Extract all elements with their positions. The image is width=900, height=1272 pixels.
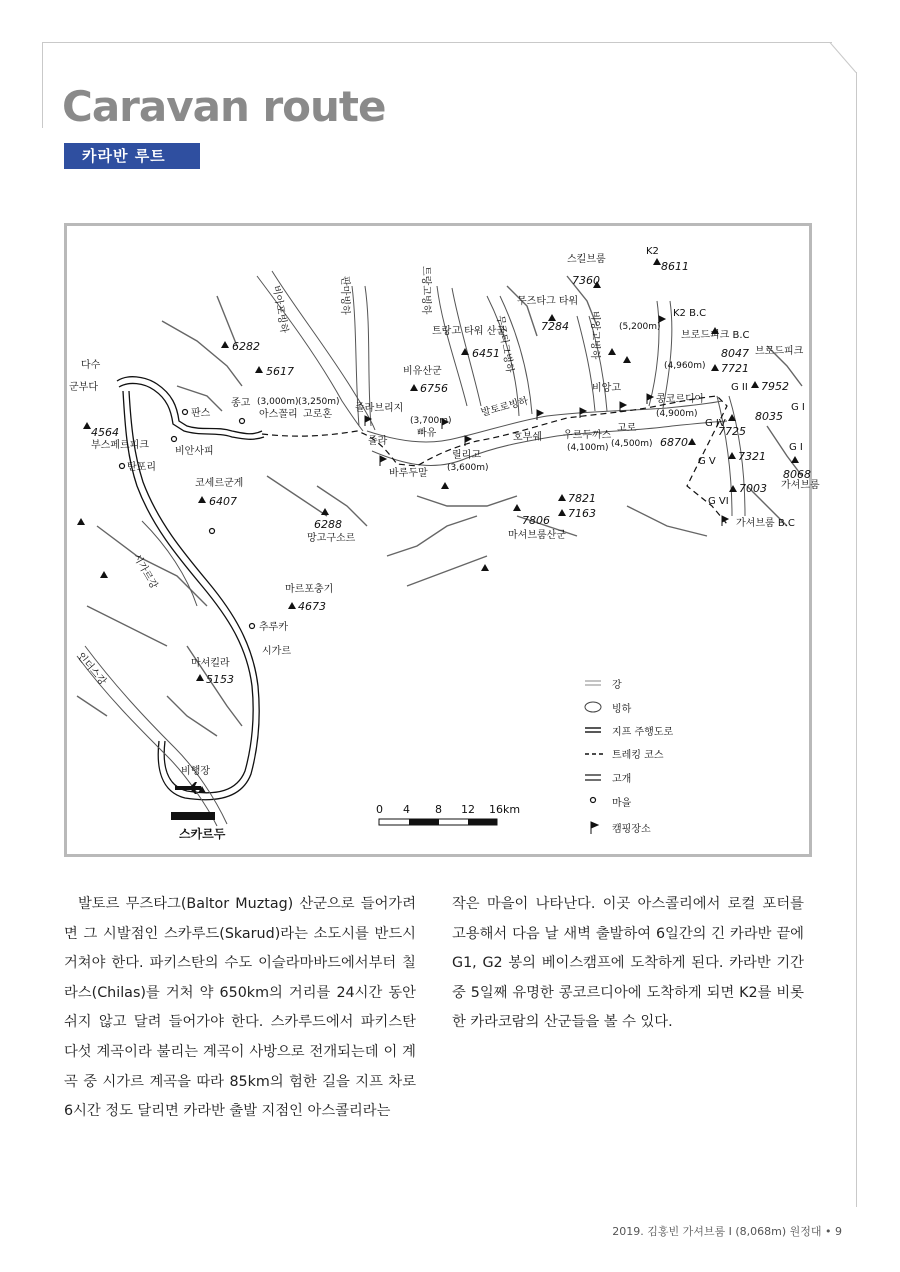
campsite-horbushe <box>537 410 543 420</box>
peak-k2-name: K2 <box>646 246 659 257</box>
peak-6288-name: 망고구소르 <box>307 533 356 544</box>
label-urdukas: 우르두까스 <box>563 430 612 441</box>
legend-pass <box>585 772 631 785</box>
peak-7163-elevation: 7163 <box>568 507 596 520</box>
peak-8035-elevation: 8035 <box>755 410 783 423</box>
legend-river <box>585 678 622 691</box>
label-busperpik: 부스페르피크 <box>91 440 149 451</box>
label-broad-peak: 브로드피크 <box>755 346 804 357</box>
label-k2-bc: K2 B.C <box>673 308 707 319</box>
label-baru-dumal: 바루두말 <box>389 468 428 479</box>
peak-extra-marker-1 <box>77 518 85 525</box>
legend-glacier-label: 빙하 <box>612 704 632 715</box>
label-indus-river: 인더스강 <box>74 650 108 688</box>
peak-6407-name: 코세르군게 <box>195 478 244 489</box>
body-text-left: 발토르 무즈타그(Baltor Muztag) 산군으로 들어가려면 그 시발점인 스카루드(Skarud)라는 소도시를 반드시 거쳐야 한다. 파키스탄의 수도 이슬라마바드에서부터 칠라스(Chilas)를 거처 약 650km의 거리를 24시간 동안 쉬지 않고 달려 들어가야 한다. 스카루드에서 파키스탄 다섯 계곡이라 불리는 계곡이 사방으로 전개되는데 이 계곡 중 시가르 계곡을 따라 85km의 험한 길을 지프 차로 6시간 정도 달리면 카라반 출발 지점인 아스콜리라는 <box>64 896 416 1120</box>
peak-6407-marker <box>198 496 206 503</box>
peak-biyu-name: 비유산군 <box>403 366 442 377</box>
body-text-right: 작은 마을이 나타난다. 이곳 아스콜리에서 로컬 포터를 고용해서 다음 날 새벽 출발하여 6일간의 긴 카라반 끝에 G1, G2 봉의 베이스캠프에 도착하게 된다. 카라반 기간 중 5일째 유명한 콩코르디아에 도착하게 되면 K2를 비롯한 카라코람의 산군들을 볼 수 있다. <box>452 896 804 1031</box>
peak-trango-elevation: 6451 <box>472 347 500 360</box>
legend-trekking-label: 트레킹 코스 <box>612 750 664 761</box>
peak-4673-name: 마르포충기 <box>285 584 334 595</box>
page-title: Caravan route <box>62 82 386 131</box>
label-liligo: 릴리고 <box>452 450 481 461</box>
legend-river-label: 강 <box>612 680 622 691</box>
peak-4673-elevation: 4673 <box>298 600 326 613</box>
page-frame-top <box>42 42 832 43</box>
peak-7003-elevation: 7003 <box>739 482 767 495</box>
label-g1b: G I <box>789 442 803 453</box>
peak-muztag-tower-elevation: 7284 <box>541 320 569 333</box>
peak-biyu-elevation: 6756 <box>420 382 448 395</box>
peak-trango-name: 트랑고 타워 산군 <box>432 326 506 337</box>
peak-6282-marker <box>221 341 229 348</box>
label-gasherbrum-bc: 가셔브룸 B.C <box>736 518 795 529</box>
peak-6407-elevation: 6407 <box>209 495 237 508</box>
peak-5153-name: 마셔킬라 <box>191 658 230 669</box>
legend-campsite-label: 캠핑장소 <box>612 824 651 835</box>
label-goro-hon: 고로혼 <box>303 409 332 420</box>
label-alt-4500: (4,500m) <box>611 439 653 449</box>
peak-8068-marker <box>791 456 799 463</box>
label-alt-4960: (4,960m) <box>664 361 706 371</box>
label-horbushe: 호부쉐 <box>513 432 542 443</box>
label-shigar: 시가르 <box>262 646 291 657</box>
scale-tick-4: 4 <box>403 803 410 816</box>
peak-7952-elevation: 7952 <box>761 380 789 393</box>
label-skardu: 스카르두 <box>179 827 226 841</box>
scale-bar <box>376 803 520 825</box>
peak-7725-elevation: 7725 <box>718 425 746 438</box>
legend-jeep-road-label: 지프 주행도로 <box>612 727 674 738</box>
label-biafo-glacier: 비아포빙하 <box>270 284 290 335</box>
label-askole: 아스꼴리 <box>259 409 298 420</box>
ridge-lines <box>74 276 802 736</box>
village-bianshapi <box>172 437 177 442</box>
label-payu: 빠유 <box>417 428 437 439</box>
skardu-town-bar <box>171 812 215 820</box>
label-bianshapi: 비안사피 <box>175 446 214 457</box>
legend-pass-label: 고개 <box>612 774 632 785</box>
peak-5617-elevation: 5617 <box>266 365 294 378</box>
peak-biyu-marker <box>410 384 418 391</box>
label-pansu: 판스 <box>191 408 211 419</box>
legend-glacier <box>585 702 632 715</box>
scale-tick-0: 0 <box>376 803 383 816</box>
village-tanpuri <box>120 464 125 469</box>
village-jongo <box>240 419 245 424</box>
peak-7003-marker <box>729 485 737 492</box>
peak-8068-elevation: 8068 <box>783 468 811 481</box>
label-alt-4900: (4,900m) <box>656 409 698 419</box>
peak-7721-elevation: 7721 <box>721 362 749 375</box>
label-alt-3250: (3,250m) <box>298 397 340 407</box>
legend-village <box>591 796 632 809</box>
page-frame-corner <box>830 42 860 74</box>
legend-village-label: 마을 <box>612 798 632 809</box>
peak-6282-elevation: 6282 <box>232 340 260 353</box>
peak-extra-marker-3 <box>441 482 449 489</box>
scale-tick-12: 12 <box>461 803 475 816</box>
peak-6288-elevation: 6288 <box>314 518 342 531</box>
map-legend <box>585 678 673 835</box>
peak-extra-marker-4 <box>481 564 489 571</box>
legend-trekking <box>585 748 664 761</box>
peak-7721-marker <box>711 364 719 371</box>
peak-k2-elevation: 8611 <box>661 260 689 273</box>
peak-7321-marker <box>728 452 736 459</box>
village-pansu <box>183 410 188 415</box>
label-tanpuri: 탄포리 <box>127 462 156 473</box>
label-alt-3600: (3,600m) <box>447 463 489 473</box>
label-g1: G I <box>791 402 805 413</box>
label-trango-glacier: 트랑고빙하 <box>420 266 431 315</box>
scale-tick-16: 16km <box>489 803 521 816</box>
label-alt-4100: (4,100m) <box>567 443 609 453</box>
peak-6870-elevation: 6870 <box>660 436 688 449</box>
peak-7821-marker <box>558 494 566 501</box>
peak-5153-marker <box>196 674 204 681</box>
label-shigar-river: 시가르강 <box>130 552 160 591</box>
peak-7821-elevation: 7821 <box>568 492 596 505</box>
label-gunbuda: 군부다 <box>69 382 98 393</box>
label-muztag-glacier: 무즈타그빙하 <box>494 314 515 374</box>
peak-7321-elevation: 7321 <box>738 450 766 463</box>
route-map <box>64 223 820 857</box>
legend-jeep-road <box>585 725 673 738</box>
label-airport: 비행장 <box>181 766 210 777</box>
peak-muztag-tower-name: 무즈타그 타워 <box>517 296 579 307</box>
peak-skil-brum-elevation: 7360 <box>572 274 600 287</box>
route-map-svg <box>67 226 820 854</box>
peak-4564-elevation: 4564 <box>91 426 119 439</box>
campsite-baru-dumal <box>380 456 386 466</box>
peak-trango-marker <box>461 348 469 355</box>
peak-extra-marker-6 <box>623 356 631 363</box>
label-g4: G IV <box>705 418 726 429</box>
label-jongo: 종고 <box>231 398 251 409</box>
peak-7952-marker <box>751 381 759 388</box>
label-panmah-glacier: 판마빙하 <box>339 276 350 315</box>
village-chuluka <box>250 624 255 629</box>
label-goro: 고로 <box>617 423 637 434</box>
peak-7806-elevation: 7806 <box>522 514 550 527</box>
peak-8047-elevation: 8047 <box>721 347 749 360</box>
page-frame-right <box>856 72 857 1207</box>
label-alt-3000: (3,000m) <box>257 397 299 407</box>
peak-8047-name: 브로드피크 B.C <box>681 330 750 341</box>
peak-5153-elevation: 5153 <box>206 673 234 686</box>
label-biango: 비앙고 <box>592 383 621 394</box>
peak-extra-marker-5 <box>608 348 616 355</box>
peak-7806-marker <box>513 504 521 511</box>
peak-5617-marker <box>255 366 263 373</box>
campsite-gasherbrum-bc <box>722 516 728 526</box>
section-badge: 카라반 루트 <box>64 143 200 169</box>
label-jola: 졸라 <box>368 436 388 447</box>
label-concordia: 콩코르디아 <box>656 394 705 405</box>
label-alt-3700: (3,700m) <box>410 416 452 426</box>
village-extra-1 <box>210 529 215 534</box>
peak-k2-marker <box>653 258 661 265</box>
scale-tick-8: 8 <box>435 803 442 816</box>
label-chuluka: 추루카 <box>259 622 288 633</box>
label-baltoro-glacier: 발토로빙하 <box>479 395 530 419</box>
label-gasherbrum: 가셔브룸 <box>781 480 820 491</box>
peak-extra-marker-2 <box>100 571 108 578</box>
label-alt-5200: (5,200m) <box>619 322 661 332</box>
peak-4673-marker <box>288 602 296 609</box>
label-dassu: 다수 <box>81 360 101 371</box>
label-g6: G VI <box>708 496 729 507</box>
peak-4564-marker <box>83 422 91 429</box>
page-footer: 2019. 김홍빈 가셔브룸 I (8,068m) 원정대 • 9 <box>612 1225 842 1238</box>
peak-7806-name: 마셔브룸산군 <box>508 530 566 541</box>
page-frame-left <box>42 42 43 128</box>
label-g5: G V <box>698 456 716 467</box>
peak-6288-marker <box>321 508 329 515</box>
label-jola-bridge: 졸라브리지 <box>355 403 404 414</box>
label-biango-glacier: 비앙고빙하 <box>589 311 600 360</box>
peak-skil-brum-name: 스킬브룸 <box>567 254 606 265</box>
label-g2: G II <box>731 382 748 393</box>
peak-6870-marker <box>688 438 696 445</box>
legend-campsite <box>591 822 651 835</box>
peak-7163-marker <box>558 509 566 516</box>
